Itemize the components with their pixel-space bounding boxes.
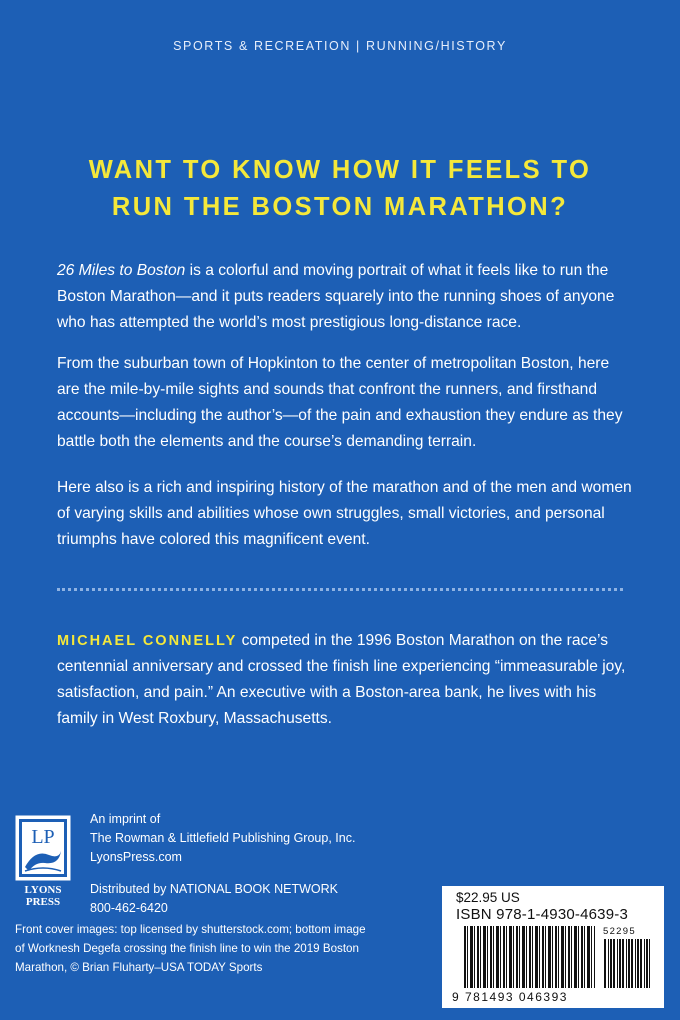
author-name: MICHAEL CONNELLY [57,633,238,649]
isbn: ISBN 978-1-4930-4639-3 [456,906,629,923]
category-label: SPORTS & RECREATION | RUNNING/HISTORY [173,39,507,53]
barcode-digits: 9 781493 046393 [452,990,568,1004]
paragraph-line: From the suburban town of Hopkinton to the center of metropolitan Boston, here [57,355,610,372]
paragraph-line: Boston Marathon—and it puts readers squarely into the running shoes of anyone [57,288,615,305]
barcode-main-icon [464,926,595,988]
price: $22.95 US [456,890,520,905]
bio-line: satisfaction, and pain.” An executive with a Boston-area bank, he lives with his [57,684,597,701]
paragraph-line: are the mile-by-mile sights and sounds that confront the runners, and firsthand [57,381,598,398]
paragraph-line: battle both the elements and the course’s demanding terrain. [57,433,477,450]
credits-line: Marathon, © Brian Fluharty–USA TODAY Sports [15,961,263,974]
distributor-phone: 800-462-6420 [90,901,168,915]
paragraph-line: accounts—including the author’s—of the pain and exhaustion they endure as they [57,407,623,424]
credits-line: Front cover images: top licensed by shutterstock.com; bottom image [15,923,366,936]
imprint-publisher: The Rowman & Littlefield Publishing Group, Inc. [90,831,356,845]
cover-credits [15,920,366,977]
headline-line-2: RUN THE BOSTON MARATHON? [111,193,569,221]
imprint-website: LyonsPress.com [90,850,182,864]
paragraph-line [57,258,637,284]
imprint-line: An imprint of [90,812,161,826]
lyons-press-logo-icon [15,815,71,907]
description-paragraph-3 [57,475,637,553]
headline-line-1: WANT TO KNOW HOW IT FEELS TO [88,156,592,184]
description-paragraph-2 [57,351,637,455]
paragraph-line: who has attempted the world’s most prestigious long-distance race. [57,314,522,331]
book-title: 26 Miles to Boston [57,262,186,279]
bio-line: family in West Roxbury, Massachusetts. [57,710,332,727]
paragraph-line: Here also is a rich and inspiring history of the marathon and of the men and women [57,479,632,496]
author-bio [57,628,637,732]
distributor: Distributed by NATIONAL BOOK NETWORK [90,882,338,896]
imprint-block [90,810,355,867]
bio-line: centennial anniversary and crossed the finish line experiencing “immeasurable joy, [57,658,626,675]
bio-text: competed in the 1996 Boston Marathon on the race’s [237,632,608,649]
paragraph-text: is a colorful and moving portrait of what it feels like to run the [185,262,609,279]
dotted-divider [57,588,623,591]
credits-line: of Worknesh Degefa crossing the finish line to win the 2019 Boston [15,942,359,955]
barcode-addon-icon [604,939,650,988]
headline [0,152,680,226]
distribution-block [90,880,338,918]
description-paragraph-1 [57,258,637,336]
logo-name-line-2: PRESS [25,896,61,907]
barcode-addon-number: 52295 [603,926,636,937]
barcode-box [442,886,664,1008]
paragraph-line: of varying skills and abilities whose own struggles, small victories, and personal [57,505,605,522]
paragraph-line: triumphs have colored this magnificent event. [57,531,370,548]
logo-name-line-1: LYONS [24,884,62,896]
logo-initials: LP [31,826,55,848]
bio-line [57,628,637,654]
